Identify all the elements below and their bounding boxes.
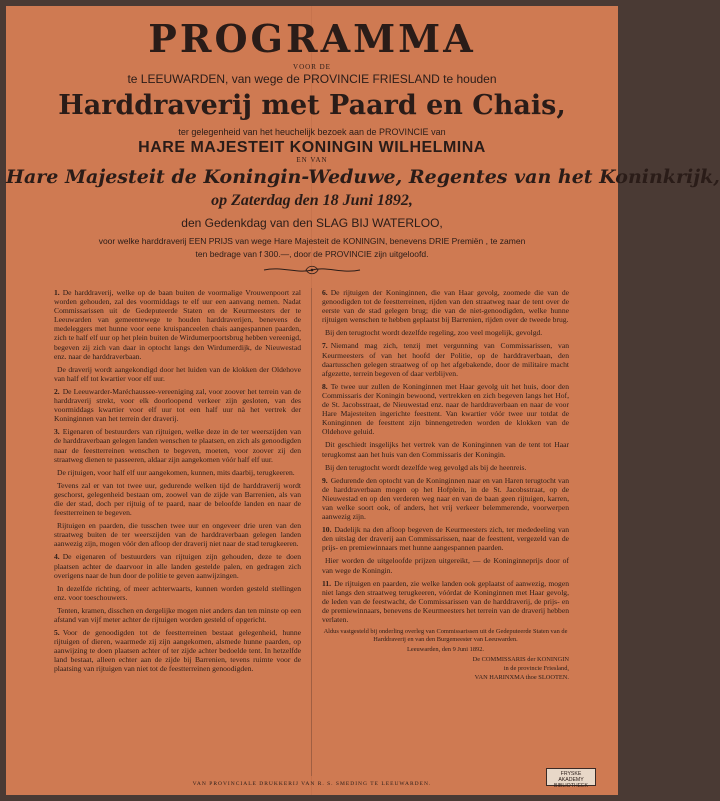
- article-paragraph: [54, 365, 301, 383]
- signature-line-2: in de provincie Friesland,: [503, 665, 569, 673]
- queen-name: HARE MAJESTEIT KONINGIN WILHELMINA: [138, 139, 486, 156]
- article-text: Voor de genoodigden tot de feestterreinen bestaat gelegenheid, hunne rijtuigen of dieren, waarmede zij zijn aangekomen, alsmede hunne paarden, op aanwijzing te doen plaatsen achter of ter zijde achter bedoelde tent. In hetzelfde land bestaat, alleen echter aan de zijde bij Barrenien, tevens ruimte voor de plaatsing van rijtuigen van niet tot de feestterreinen genoodigden.: [54, 628, 301, 674]
- article-text: In dezelfde richting, of meer achterwaarts, kunnen worden gesteld stellingen enz. voor toeschouwers.: [54, 583, 301, 602]
- article-paragraph: [322, 579, 569, 624]
- stamp-line-1: FRYSKE: [560, 771, 582, 777]
- article-text: Gedurende den optocht van de Koninginnen naar en van Haren terugtocht van de harddraverbaan mogen op het Hofplein, in de St. Jacobsstraat, op de Nieuwestad en op den verderen weg naar en van de baan geen rijtuigen, karren, van welke soort ook, of anders, het vrij verkeer belemmerende, voorwerpen aanwezig zijn.: [322, 475, 569, 522]
- stamp-line-3: BIBLIOTHEEK: [553, 783, 589, 789]
- article-paragraph: [322, 288, 569, 324]
- article-text: Rijtuigen en paarden, die tusschen twee uur en ongeveer drie uren van den straatweg buiten de ter weerszijden van de harddraverbaan gelegen landen aanwezig zijn, mogen vóór den afloop der draverij niet naar de stad terugkeeren.: [54, 521, 301, 549]
- article-text: De harddraverij, welke op de baan buiten de voormalige Vrouwenpoort zal worden gehouden, zal des voormiddags te elf uur een aanvang nemen. Nadat Commissarissen uit de Gedeputeerde Staten en de Keurmeesters der te Leeuwarden van gemeentewege te houden harddraverijen, benevens de medeleggers met hunne voor eene kruispanceelen chais aangespannen paarden, zich te half elf uur op het plein buiten de Wirdumerpoortsbrug hebben vereenigd, begeven zij zich van daar in optocht langs den Wirdumerdijk, de Nieuwestad enz. naar de harddraverbaan.: [54, 288, 301, 361]
- prize-line-2: ten bedrage van f 300.—, door de PROVINCIE zijn uitgeloofd.: [195, 249, 429, 259]
- signature-line-3: VAN HARINXMA thoe SLOOTEN.: [474, 674, 569, 682]
- article-paragraph: [54, 387, 301, 423]
- article-paragraph: [322, 328, 569, 337]
- article-text: Dadelijk na den afloop begeven de Keurmeesters zich, ter mededeeling van den uitslag der draverij aan Commissarissen, naar de feesttent, vergezeld van de prijs- en premiewinnaars met hunne aangespannen paarden.: [322, 525, 569, 553]
- article-paragraph: [54, 468, 301, 477]
- article-text: De rijtuigen en paarden, zie welke landen ook geplaatst of aanwezig, mogen niet langs den straatweg terugkeeren, vóórdat de Koninginnen met Haar gevolg, de leden van de feestwacht, de Commissarissen van de harddraverij, de prijs- en de premiewinnaars, benevens de Keurmeesters het terrein van de draverij hebben verlaten.: [322, 578, 569, 624]
- article-text: Eigenaren of bestuurders van rijtuigen, welke deze in de ter weerszijden van de harddraverbaan gelegen landen wenschen te plaatsen, en zich als genoodigden naar de feestterreinen wenschen te begeven, moeten, voor zoover zij den straatweg dienen te passeeren, aldaar zijn aangekomen vóór half elf uur.: [54, 427, 301, 464]
- poster: [6, 6, 720, 795]
- left-column: [54, 288, 301, 678]
- article-number: 5.: [54, 628, 60, 638]
- article-paragraph: [54, 552, 301, 579]
- article-text: De Leeuwarder-Maréchaussee-vereeniging zal, voor zoover het terrein van de harddraverij strekt, voor elk doorloopend verkeer zijn gesloten, van des voormiddags kwartier voor elf uur tot een half uur nà het vertrek der Koninginnen van het terrein der draverij.: [54, 386, 301, 424]
- article-paragraph: [322, 556, 569, 574]
- article-number: 10.: [322, 525, 332, 535]
- article-paragraph: [322, 463, 569, 472]
- article-text: De rijtuigen, voor half elf uur aangekomen, kunnen, mits daarbij, terugkeeren.: [57, 467, 295, 477]
- article-number: 4.: [54, 552, 60, 562]
- right-column: [322, 288, 569, 683]
- article-paragraph: [54, 606, 301, 624]
- column-divider: [311, 288, 312, 776]
- article-number: 8.: [322, 381, 328, 391]
- article-number: 7.: [322, 341, 328, 351]
- article-text: Bij den terugtocht wordt dezelfde regeling, zoo veel mogelijk, gevolgd.: [325, 328, 543, 338]
- article-text: Hier worden de uitgeloofde prijzen uitgereikt, — de Koninginneprijs door of van wege de Koningin.: [322, 556, 569, 575]
- article-text: De eigenaren of bestuurders van rijtuigen zijn gehouden, deze te doen plaatsen achter de daarvoor in alle landen gestelde palen, en gedragen zich overigens naar de hun door de politie te geven aanwijzingen.: [54, 552, 301, 580]
- article-paragraph: [322, 440, 569, 458]
- library-stamp: [546, 768, 596, 789]
- vastgesteld-note: Aldus vastgesteld bij onderling overleg van Commissarissen uit de Gedeputeerde Staten van de Harddraverij en van den Burgemeester van Leeuwarden.: [323, 628, 568, 644]
- queen-widow-line: Hare Majesteit de Koningin-Weduwe, Regentes van het Koninkrijk,: [6, 166, 720, 188]
- ornament-divider: [262, 264, 362, 276]
- article-paragraph: [322, 341, 569, 377]
- article-paragraph: [54, 481, 301, 517]
- article-text: De draverij wordt aangekondigd door het luiden van de klokken der Oldehove van half elf tot kwartier voor elf uur.: [54, 364, 301, 383]
- article-paragraph: [54, 288, 301, 361]
- article-paragraph: [54, 584, 301, 602]
- article-text: De rijtuigen der Koninginnen, die van Haar gevolg, zoomede die van de genoodigden tot de feestterreinen, rijden van den straatweg naar de tent over de eerste van de stad gelegen brug; die van de niet-genoodigden, welke hunne rijtuigen wenschen te hebben geplaatst bij Barrenien, rijden over de tweede brug.: [322, 288, 569, 325]
- article-text: Bij den terugtocht wordt dezelfde weg gevolgd als bij de heenreis.: [325, 462, 527, 472]
- article-paragraph: [322, 476, 569, 521]
- prize-line-1: voor welke harddraverij EEN PRIJS van wege Hare Majesteit de KONINGIN, benevens DRIE Premiën , te zamen: [98, 236, 526, 246]
- location-line: te LEEUWARDEN, van wege de PROVINCIE FRIESLAND te houden: [127, 72, 497, 86]
- article-number: 11.: [322, 578, 332, 588]
- article-text: Te twee uur zullen de Koninginnen met Haar gevolg uit het huis, door den Commissaris der Koningin bewoond, vertrekken en zich begeven langs het Hof, de St. Jacobsstraat, de Nieuwestad enz. naar de harddraverbaan en naar de voor Hare Majesteiten ingerichte feesttent. Van kwartier vóór twee uur totdat de Koninginnen de feesttent zijn binnengetreden worden de klokken van de Oldehove geluid.: [322, 381, 569, 437]
- event-title: Harddraverij met Paard en Chais,: [58, 90, 566, 121]
- occasion-line: ter gelegenheid van het heuchelijk bezoek aan de PROVINCIE van: [178, 127, 446, 137]
- place-date: Leeuwarden, den 9 Juni 1892.: [406, 646, 485, 654]
- article-text: Tenten, kramen, disschen en dergelijke mogen niet anders dan ten minste op een afstand van vijf meter achter de rijtuigen worden gesteld of opgericht.: [54, 605, 301, 624]
- article-text: Dit geschiedt insgelijks het vertrek van de Koninginnen van de tent tot Haar terugkomst aan het huis van den Commissaris der Koningin.: [322, 440, 569, 459]
- printer-line: VAN PROVINCIALE DRUKKERIJ VAN R. S. SMEDING TE LEEUWARDEN.: [192, 781, 432, 787]
- article-number: 2.: [54, 386, 60, 396]
- article-text: Tevens zal er van tot twee uur, gedurende welken tijd de harddraverij wordt geschorst, gelegenheid bestaan om, zoowel van de zijde van Barrenien, als van die der stad, doch per rijtuig of te paard, naar de beloofde landen en naar de feestterreinen te begeven.: [54, 480, 301, 518]
- article-number: 1.: [54, 288, 60, 297]
- poster-title: PROGRAMMA: [148, 16, 476, 61]
- article-paragraph: [54, 628, 301, 673]
- en-van-line: EN VAN: [296, 156, 328, 164]
- article-paragraph: [322, 525, 569, 552]
- article-number: 3.: [54, 427, 60, 437]
- article-paragraph: [322, 382, 569, 437]
- stamp-line-2: AKADEMY: [558, 777, 584, 783]
- article-paragraph: [54, 427, 301, 463]
- voor-de-line: VOOR DE: [293, 63, 331, 71]
- article-number: 6.: [322, 288, 328, 297]
- signature-line-1: De COMMISSARIS der KONINGIN: [472, 656, 569, 664]
- article-paragraph: [54, 521, 301, 548]
- article-text: Niemand mag zich, tenzij met vergunning van Commissarissen, van Keurmeesters of van het hoofd der Politie, op de harddraverbaan, den daartusschen gelegen straatweg of op het afgebakende, door de militaire macht afgezette, terrein begeven of daar verblijven.: [322, 341, 569, 378]
- event-date: op Zaterdag den 18 Juni 1892,: [211, 192, 413, 209]
- gedenkdag-line: den Gedenkdag van den SLAG BIJ WATERLOO,: [181, 216, 443, 230]
- article-number: 9.: [322, 475, 328, 485]
